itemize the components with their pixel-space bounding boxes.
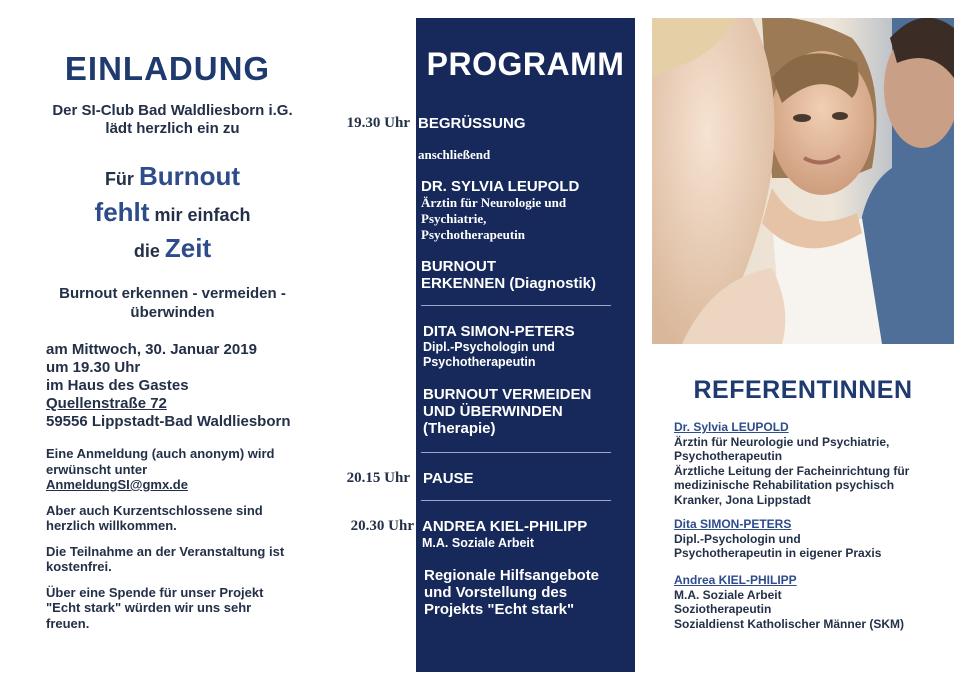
event-subtitle — [0, 284, 345, 322]
welcome-note — [46, 503, 326, 534]
tagline-word: die — [133, 241, 160, 261]
topic-line: (Therapie) — [423, 420, 496, 437]
topic-line: und Vorstellung des — [424, 584, 568, 601]
registration-note — [46, 446, 326, 493]
note-line: herzlich willkommen. — [46, 518, 177, 533]
event-notes — [46, 446, 326, 641]
program-divider — [421, 305, 611, 306]
speaker-name: Dita SIMON-PETERS — [674, 517, 792, 531]
role-line: Dipl.-Psychologin und — [423, 340, 555, 354]
bio-line: Soziotherapeutin — [674, 602, 772, 616]
topic-line: UND ÜBERWINDEN — [423, 403, 563, 420]
program-speaker-2-role — [423, 340, 555, 370]
note-line: "Echt stark" würden wir uns sehr — [46, 600, 252, 615]
subtitle-line-2: überwinden — [130, 304, 215, 321]
tagline-word: mir einfach — [154, 205, 251, 225]
time-welcome: 19.30 Uhr — [346, 115, 410, 131]
event-details — [46, 341, 336, 431]
bio-line: M.A. Soziale Arbeit — [674, 587, 782, 602]
speaker-bio-1 — [674, 420, 944, 507]
note-line: freuen. — [46, 615, 90, 631]
topic-line: BURNOUT — [421, 258, 496, 275]
event-street: Quellenstraße 72 — [46, 395, 167, 412]
topic-line: Projekts "Echt stark" — [424, 601, 575, 618]
tagline-keyword: fehlt — [94, 197, 150, 227]
topic-line: BURNOUT VERMEIDEN — [423, 386, 592, 403]
program-speaker-2-name: DITA SIMON-PETERS — [423, 323, 575, 340]
event-city: 59556 Lippstadt-Bad Waldliesborn — [46, 413, 291, 430]
program-item-break: PAUSE — [423, 470, 474, 487]
subtitle-line-1: Burnout erkennen - vermeiden - — [59, 285, 286, 302]
bio-line: Ärztliche Leitung der Facheinrichtung für — [674, 463, 910, 478]
program-topic-1 — [421, 258, 596, 292]
portrait-photo-illustration — [652, 18, 954, 344]
bio-line: Kranker, Jona Lippstadt — [674, 492, 811, 507]
tagline-word: Für — [104, 169, 134, 189]
bio-line: Psychotherapeutin — [674, 449, 783, 463]
role-line: Psychotherapeutin — [423, 355, 536, 369]
registration-email-link[interactable]: AnmeldungSI@gmx.de — [46, 477, 188, 492]
donation-note — [46, 585, 326, 632]
bio-line: medizinische Rehabilitation psychisch — [674, 478, 895, 492]
speaker-bio-2 — [674, 517, 944, 561]
host-line-2: lädt herzlich ein zu — [105, 120, 240, 137]
program-title: PROGRAMM — [426, 46, 625, 82]
topic-line: Regionale Hilfsangebote — [424, 567, 600, 584]
time-break: 20.15 Uhr — [346, 470, 410, 486]
tagline-line-3 — [0, 232, 345, 268]
note-line: Die Teilnahme an der Veranstaltung ist — [46, 543, 285, 559]
note-line: Über eine Spende für unser Projekt — [46, 584, 264, 600]
program-topic-3 — [424, 567, 599, 618]
program-speaker-1-role — [421, 195, 566, 243]
program-then-label: anschließend — [418, 147, 491, 162]
bio-line: Dipl.-Psychologin und — [674, 531, 801, 546]
note-line: erwünscht unter — [46, 461, 148, 477]
speakers-title: REFERENTINNEN — [693, 376, 913, 404]
portrait-photo — [652, 18, 954, 344]
program-item-welcome: BEGRÜSSUNG — [418, 115, 526, 132]
note-line: kostenfrei. — [46, 559, 112, 574]
host-line-1: Der SI-Club Bad Waldliesborn i.G. — [52, 102, 293, 119]
program-speaker-3-role: M.A. Soziale Arbeit — [422, 536, 535, 550]
role-line: Ärztin für Neurologie und — [421, 195, 567, 210]
speaker-name: Andrea KIEL-PHILIPP — [674, 573, 797, 587]
program-divider — [421, 500, 611, 501]
host-text — [0, 102, 345, 138]
program-divider — [421, 452, 611, 453]
note-line: Aber auch Kurzentschlossene sind — [46, 502, 263, 518]
program-speaker-3-name: ANDREA KIEL-PHILIPP — [422, 518, 588, 535]
speaker-name: Dr. Sylvia LEUPOLD — [674, 420, 789, 434]
tagline-line-2 — [0, 196, 345, 232]
tagline-keyword: Burnout — [138, 161, 241, 191]
tagline-line-1 — [0, 160, 345, 196]
free-admission-note — [46, 544, 326, 575]
event-date: am Mittwoch, 30. Januar 2019 — [46, 341, 257, 358]
event-tagline — [0, 160, 345, 268]
bio-line: Sozialdienst Katholischer Männer (SKM) — [674, 616, 905, 631]
role-line: Psychotherapeutin — [421, 227, 525, 242]
speaker-bio-3 — [674, 573, 944, 631]
event-venue: im Haus des Gastes — [46, 377, 189, 394]
time-final: 20.30 Uhr — [350, 518, 414, 534]
topic-line: ERKENNEN (Diagnostik) — [421, 275, 597, 292]
bio-line: Ärztin für Neurologie und Psychiatrie, — [674, 434, 890, 449]
bio-line: Psychotherapeutin in eigener Praxis — [674, 546, 882, 560]
role-line: Psychiatrie, — [421, 211, 487, 226]
program-topic-2 — [423, 386, 591, 437]
invitation-title: EINLADUNG — [64, 50, 271, 87]
event-time: um 19.30 Uhr — [46, 359, 141, 376]
invitation-panel — [0, 0, 330, 682]
tagline-keyword: Zeit — [164, 233, 212, 263]
note-line: Eine Anmeldung (auch anonym) wird — [46, 446, 275, 461]
program-speaker-1-name: DR. SYLVIA LEUPOLD — [421, 178, 580, 195]
